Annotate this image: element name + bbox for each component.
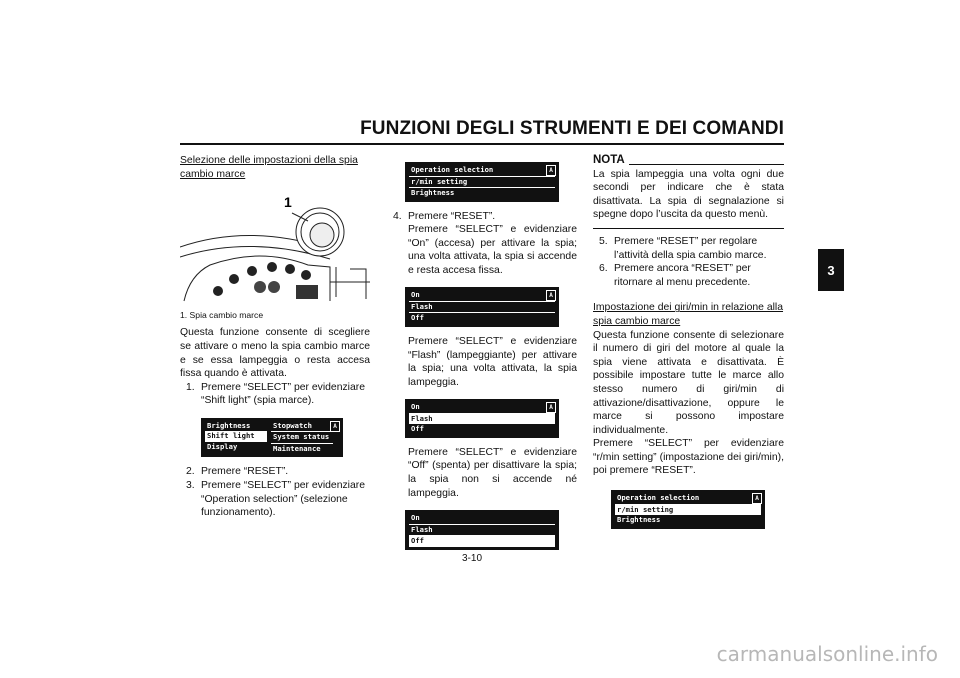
lcd-row: System status [271,432,333,444]
off-text: Premere “SELECT” e evidenziare “Off” (spenta) per disattivare la spia; la spia non si accende né lampeggia. [408,446,577,499]
intro-paragraph: Questa funzione consente di scegliere se attivare o meno la spia cambio marce e se essa lampeggia o resta accesa fissa quando è attivata. [180,327,370,380]
lcd-row: On [409,402,555,414]
step-number: 2. [186,466,195,478]
a-button-icon: A [546,165,556,176]
section-heading-rpm: Impostazione dei giri/min in relazione alla spia cambio marce [593,302,784,327]
lcd-row: Stopwatch [271,421,333,433]
lcd-row-selected: r/min setting [615,505,761,516]
step-text: Premere “SELECT” per evidenziare “Operation selection” (selezione funzionamento). [201,480,366,519]
lcd-menu-off [405,510,559,550]
figure-caption: 1. Spia cambio marce [180,309,264,320]
lcd-row-selected: Flash [409,414,555,425]
nota-label: NOTA [593,154,625,166]
a-button-icon: A [330,421,340,432]
page-number: 3-10 [462,553,483,564]
nota-end-rule [593,228,784,229]
step-number: 4. [393,210,402,222]
lcd-row: Flash [409,525,555,537]
figure-callout-number: 1 [284,194,292,211]
watermark-text: carmanualsonline.info [716,642,938,666]
lcd-row: r/min setting [409,177,555,189]
lcd-row: Brightness [411,188,455,197]
column-3 [593,154,784,529]
flash-text: Premere “SELECT” e evidenziare “Flash” (lampeggiante) per attivare la spia; una volta attivata, la spia lampeggia. [408,335,577,388]
page-header-title: FUNZIONI DEGLI STRUMENTI E DEI COMANDI [360,118,784,139]
a-button-icon: A [546,402,556,413]
step-number: 5. [599,235,608,247]
lcd-row: On [409,290,555,302]
nota-heading [593,154,784,168]
step-text: Premere “RESET”. [408,210,496,222]
dial-markings [213,262,318,299]
chapter-tab: 3 [818,249,844,291]
step-text: Premere ancora “RESET” per ritornare al menu precedente. [614,263,751,288]
step-4-on-text: Premere “SELECT” e evidenziare “On” (accesa) per attivare la spia; una volta attivata, la spia si accende e resta accesa fissa. [408,224,577,276]
lcd-row: Maintenance [273,443,321,453]
step-6 [593,262,784,289]
lcd-row: Off [411,424,424,434]
lcd-row-selected: Shift light [205,431,267,442]
lcd-row: Display [207,441,238,451]
step-number: 1. [186,381,195,393]
lcd-row-selected: Off [409,536,555,547]
lcd-menu-flash [405,399,559,438]
step-text: Premere “RESET” per regolare l’attività della spia cambio marce. [614,235,767,261]
a-button-icon: A [752,493,762,504]
rpm-body-text: Questa funzione consente di selezionare il numero di giri del motore al quale la spia viene attivata e disattivata. È possibile impostare tutte le marce allo stesso numero di giri/min di attivazione/disattivazione, oppure le marce si possono impostare individualmente. [593,329,784,436]
lcd-row: Operation selection [615,493,761,505]
lcd-menu-main [201,418,343,458]
section-heading-shift-light: Selezione delle impostazioni della spia cambio marce [180,155,358,180]
lcd-row: Brightness [617,515,661,525]
a-button-icon: A [546,290,556,301]
lcd-row: Operation selection [409,165,555,177]
rpm-instruction-text: Premere “SELECT” per evidenziare “r/min setting” (impostazione dei giri/min), poi premere “RESET”. [593,438,784,477]
header-rule [180,143,784,145]
step-text: Premere “RESET”. [201,466,289,478]
lcd-row: On [409,513,555,525]
lcd-row: Off [411,313,424,323]
step-3 [180,479,370,520]
lcd-row: Brightness [207,420,251,430]
column-1 [180,154,370,520]
step-text: Premere “SELECT” per evidenziare “Shift light” (spia marce). [201,381,366,407]
step-number: 3. [186,480,195,492]
nota-text: La spia lampeggia una volta ogni due secondi per indicare che è stata disattivata. La spia di segnalazione si spegne dopo l’uscita da questo menù. [593,168,784,221]
lcd-menu-operation [405,162,559,202]
step-number: 6. [599,263,608,275]
lcd-menu-on [405,287,559,327]
lcd-row: Flash [409,302,555,314]
step-4 [387,210,577,224]
tachometer-figure [180,187,370,322]
step-5 [593,235,784,262]
step-1 [180,381,370,408]
column-2 [387,154,577,550]
step-2 [180,465,370,479]
tachometer-illustration [180,187,370,303]
lcd-menu-rpm [611,490,765,529]
